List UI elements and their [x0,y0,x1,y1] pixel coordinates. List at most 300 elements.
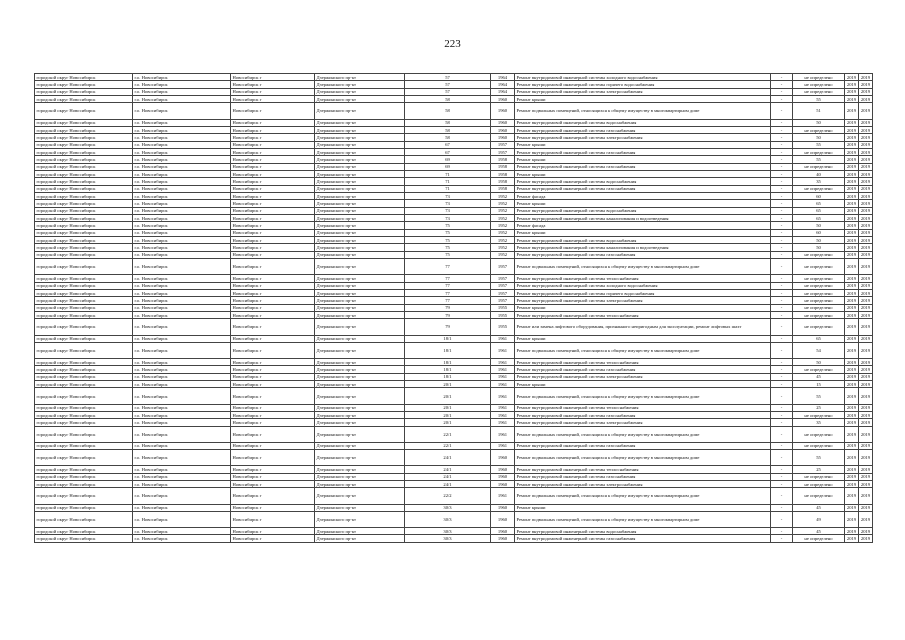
district-cell: городской округ Новосибирск [35,466,133,473]
house-number-cell: 18/1 [405,335,491,342]
district-cell: городской округ Новосибирск [35,426,133,442]
city-district-cell: г.о. Новосибирск [133,207,231,214]
locality-cell: Новосибирск г [231,373,315,380]
work-type-cell: Ремонт внутридомовой инженерной системы канализования и водоотведения [515,215,771,222]
work-type-cell: Ремонт внутридомовой инженерной системы электроснабжения [515,481,771,488]
cost-cell: не определено [793,289,845,296]
end-year-cell: 2019 [859,251,873,258]
start-year-cell: 2019 [845,335,859,342]
street-cell: Дзержинского пр-кт [315,126,405,133]
flag-cell: - [771,304,793,311]
district-cell: городской округ Новосибирск [35,411,133,418]
flag-cell: - [771,275,793,282]
flag-cell: - [771,96,793,103]
street-cell: Дзержинского пр-кт [315,473,405,480]
house-number-cell: 20/1 [405,388,491,404]
build-year-cell: 1957 [491,282,515,289]
build-year-cell: 1961 [491,342,515,358]
district-cell: городской округ Новосибирск [35,289,133,296]
cost-cell: не определено [793,148,845,155]
cost-cell: не определено [793,426,845,442]
flag-cell: - [771,319,793,335]
district-cell: городской округ Новосибирск [35,535,133,542]
locality-cell: Новосибирск г [231,237,315,244]
street-cell: Дзержинского пр-кт [315,96,405,103]
flag-cell: - [771,419,793,426]
start-year-cell: 2019 [845,388,859,404]
work-type-cell: Ремонт внутридомовой инженерной системы газоснабжения [515,535,771,542]
build-year-cell: 1957 [491,289,515,296]
district-cell: городской округ Новосибирск [35,156,133,163]
table-row [35,419,873,426]
end-year-cell: 2019 [859,419,873,426]
cost-cell: не определено [793,304,845,311]
district-cell: городской округ Новосибирск [35,207,133,214]
table-row [35,450,873,466]
locality-cell: Новосибирск г [231,103,315,119]
flag-cell: - [771,88,793,95]
cost-cell: 65 [793,207,845,214]
work-type-cell: Ремонт крыши [515,304,771,311]
city-district-cell: г.о. Новосибирск [133,450,231,466]
locality-cell: Новосибирск г [231,141,315,148]
cost-cell: не определено [793,366,845,373]
build-year-cell: 1960 [491,511,515,527]
house-number-cell: 22/1 [405,442,491,449]
build-year-cell: 1961 [491,366,515,373]
street-cell: Дзержинского пр-кт [315,289,405,296]
end-year-cell: 2019 [859,88,873,95]
work-type-cell: Ремонт внутридомовой инженерной системы теплоснабжения [515,312,771,319]
end-year-cell: 2019 [859,96,873,103]
end-year-cell: 2019 [859,103,873,119]
street-cell: Дзержинского пр-кт [315,450,405,466]
flag-cell: - [771,81,793,88]
start-year-cell: 2019 [845,535,859,542]
district-cell: городской округ Новосибирск [35,119,133,126]
city-district-cell: г.о. Новосибирск [133,304,231,311]
street-cell: Дзержинского пр-кт [315,251,405,258]
city-district-cell: г.о. Новосибирск [133,96,231,103]
locality-cell: Новосибирск г [231,388,315,404]
build-year-cell: 1964 [491,88,515,95]
cost-cell: не определено [793,319,845,335]
work-type-cell: Ремонт внутридомовой инженерной системы холодного водоснабжения [515,282,771,289]
build-year-cell: 1960 [491,481,515,488]
table-row [35,442,873,449]
city-district-cell: г.о. Новосибирск [133,289,231,296]
city-district-cell: г.о. Новосибирск [133,404,231,411]
district-cell: городской округ Новосибирск [35,251,133,258]
locality-cell: Новосибирск г [231,185,315,192]
work-type-cell: Ремонт внутридомовой инженерной системы водоснабжения [515,207,771,214]
build-year-cell: 1964 [491,74,515,81]
district-cell: городской округ Новосибирск [35,473,133,480]
cost-cell: 25 [793,466,845,473]
city-district-cell: г.о. Новосибирск [133,381,231,388]
flag-cell: - [771,74,793,81]
locality-cell: Новосибирск г [231,366,315,373]
street-cell: Дзержинского пр-кт [315,244,405,251]
end-year-cell: 2019 [859,134,873,141]
cost-cell: не определено [793,535,845,542]
table-row [35,207,873,214]
district-cell: городской округ Новосибирск [35,237,133,244]
city-district-cell: г.о. Новосибирск [133,237,231,244]
table-row [35,504,873,511]
work-type-cell: Ремонт фасада [515,193,771,200]
build-year-cell: 1960 [491,103,515,119]
end-year-cell: 2019 [859,81,873,88]
cost-cell: 50 [793,244,845,251]
build-year-cell: 1952 [491,200,515,207]
house-number-cell: 73 [405,193,491,200]
start-year-cell: 2019 [845,366,859,373]
flag-cell: - [771,156,793,163]
locality-cell: Новосибирск г [231,419,315,426]
build-year-cell: 1952 [491,229,515,236]
table-row [35,74,873,81]
cost-cell: не определено [793,275,845,282]
district-cell: городской округ Новосибирск [35,229,133,236]
build-year-cell: 1961 [491,419,515,426]
flag-cell: - [771,251,793,258]
locality-cell: Новосибирск г [231,134,315,141]
flag-cell: - [771,237,793,244]
start-year-cell: 2019 [845,237,859,244]
locality-cell: Новосибирск г [231,466,315,473]
start-year-cell: 2019 [845,251,859,258]
start-year-cell: 2019 [845,373,859,380]
locality-cell: Новосибирск г [231,244,315,251]
work-type-cell: Ремонт крыши [515,96,771,103]
city-district-cell: г.о. Новосибирск [133,319,231,335]
house-number-cell: 67 [405,148,491,155]
cost-cell: 65 [793,200,845,207]
house-number-cell: 79 [405,319,491,335]
district-cell: городской округ Новосибирск [35,148,133,155]
end-year-cell: 2019 [859,237,873,244]
table-row [35,473,873,480]
work-type-cell: Ремонт внутридомовой инженерной системы теплоснабжения [515,359,771,366]
city-district-cell: г.о. Новосибирск [133,81,231,88]
table-row [35,481,873,488]
table-row [35,275,873,282]
start-year-cell: 2019 [845,156,859,163]
city-district-cell: г.о. Новосибирск [133,411,231,418]
city-district-cell: г.о. Новосибирск [133,275,231,282]
build-year-cell: 1961 [491,381,515,388]
flag-cell: - [771,119,793,126]
locality-cell: Новосибирск г [231,335,315,342]
flag-cell: - [771,193,793,200]
start-year-cell: 2019 [845,74,859,81]
locality-cell: Новосибирск г [231,119,315,126]
district-cell: городской округ Новосибирск [35,319,133,335]
work-type-cell: Ремонт внутридомовой инженерной системы теплоснабжения [515,404,771,411]
house-number-cell: 18/1 [405,342,491,358]
house-number-cell: 20/1 [405,404,491,411]
locality-cell: Новосибирск г [231,163,315,170]
work-type-cell: Ремонт крыши [515,170,771,177]
locality-cell: Новосибирск г [231,488,315,504]
table-row [35,342,873,358]
locality-cell: Новосибирск г [231,170,315,177]
locality-cell: Новосибирск г [231,282,315,289]
city-district-cell: г.о. Новосибирск [133,200,231,207]
end-year-cell: 2019 [859,156,873,163]
city-district-cell: г.о. Новосибирск [133,185,231,192]
start-year-cell: 2019 [845,259,859,275]
district-cell: городской округ Новосибирск [35,74,133,81]
locality-cell: Новосибирск г [231,200,315,207]
start-year-cell: 2019 [845,419,859,426]
work-type-cell: Ремонт подвальных помещений, относящихся к общему имуществу в многоквартирном доме [515,388,771,404]
end-year-cell: 2019 [859,319,873,335]
work-type-cell: Ремонт крыши [515,381,771,388]
flag-cell: - [771,342,793,358]
house-number-cell: 24/1 [405,466,491,473]
cost-cell: не определено [793,481,845,488]
city-district-cell: г.о. Новосибирск [133,119,231,126]
work-type-cell: Ремонт подвальных помещений, относящихся к общему имуществу в многоквартирном доме [515,450,771,466]
city-district-cell: г.о. Новосибирск [133,229,231,236]
house-number-cell: 20/1 [405,381,491,388]
house-number-cell: 22/1 [405,426,491,442]
district-cell: городской округ Новосибирск [35,222,133,229]
cost-cell: 50 [793,119,845,126]
end-year-cell: 2019 [859,170,873,177]
build-year-cell: 1961 [491,426,515,442]
house-number-cell: 58 [405,119,491,126]
table-row [35,148,873,155]
city-district-cell: г.о. Новосибирск [133,178,231,185]
table-row [35,222,873,229]
cost-cell: 45 [793,528,845,535]
table-row [35,251,873,258]
city-district-cell: г.о. Новосибирск [133,528,231,535]
work-type-cell: Ремонт внутридомовой инженерной системы холодного водоснабжения [515,74,771,81]
district-cell: городской округ Новосибирск [35,88,133,95]
cost-cell: 45 [793,373,845,380]
cost-cell: не определено [793,473,845,480]
work-type-cell: Ремонт внутридомовой инженерной системы электроснабжения [515,88,771,95]
locality-cell: Новосибирск г [231,535,315,542]
city-district-cell: г.о. Новосибирск [133,163,231,170]
district-cell: городской округ Новосибирск [35,244,133,251]
cost-cell: 35 [793,419,845,426]
start-year-cell: 2019 [845,88,859,95]
city-district-cell: г.о. Новосибирск [133,466,231,473]
work-type-cell: Ремонт подвальных помещений, относящихся к общему имуществу в многоквартирном доме [515,103,771,119]
table-row [35,163,873,170]
district-cell: городской округ Новосибирск [35,103,133,119]
table-row [35,81,873,88]
flag-cell: - [771,170,793,177]
end-year-cell: 2019 [859,442,873,449]
end-year-cell: 2019 [859,193,873,200]
build-year-cell: 1957 [491,297,515,304]
street-cell: Дзержинского пр-кт [315,381,405,388]
house-number-cell: 69 [405,156,491,163]
work-type-cell: Ремонт внутридомовой инженерной системы водоснабжения [515,237,771,244]
table-row [35,388,873,404]
flag-cell: - [771,103,793,119]
start-year-cell: 2019 [845,466,859,473]
locality-cell: Новосибирск г [231,207,315,214]
house-number-cell: 20/1 [405,411,491,418]
house-number-cell: 58 [405,134,491,141]
flag-cell: - [771,335,793,342]
locality-cell: Новосибирск г [231,404,315,411]
district-cell: городской округ Новосибирск [35,481,133,488]
street-cell: Дзержинского пр-кт [315,319,405,335]
city-district-cell: г.о. Новосибирск [133,141,231,148]
street-cell: Дзержинского пр-кт [315,81,405,88]
end-year-cell: 2019 [859,207,873,214]
city-district-cell: г.о. Новосибирск [133,222,231,229]
cost-cell: не определено [793,126,845,133]
start-year-cell: 2019 [845,481,859,488]
table-row [35,170,873,177]
locality-cell: Новосибирск г [231,148,315,155]
district-cell: городской округ Новосибирск [35,335,133,342]
cost-cell: не определено [793,185,845,192]
table-row [35,156,873,163]
street-cell: Дзержинского пр-кт [315,442,405,449]
house-number-cell: 79 [405,312,491,319]
end-year-cell: 2019 [859,481,873,488]
locality-cell: Новосибирск г [231,74,315,81]
start-year-cell: 2019 [845,126,859,133]
start-year-cell: 2019 [845,170,859,177]
work-type-cell: Ремонт внутридомовой инженерной системы газоснабжения [515,251,771,258]
table-row [35,282,873,289]
end-year-cell: 2019 [859,282,873,289]
flag-cell: - [771,359,793,366]
cost-cell: не определено [793,88,845,95]
house-number-cell: 24/1 [405,450,491,466]
work-type-cell: Ремонт крыши [515,141,771,148]
house-number-cell: 73 [405,200,491,207]
house-number-cell: 57 [405,74,491,81]
end-year-cell: 2019 [859,411,873,418]
build-year-cell: 1952 [491,193,515,200]
street-cell: Дзержинского пр-кт [315,411,405,418]
start-year-cell: 2019 [845,504,859,511]
city-district-cell: г.о. Новосибирск [133,170,231,177]
cost-cell: 55 [793,141,845,148]
district-cell: городской округ Новосибирск [35,304,133,311]
locality-cell: Новосибирск г [231,215,315,222]
build-year-cell: 1961 [491,359,515,366]
locality-cell: Новосибирск г [231,481,315,488]
build-year-cell: 1958 [491,185,515,192]
build-year-cell: 1961 [491,335,515,342]
table-row [35,178,873,185]
house-number-cell: 30/3 [405,528,491,535]
start-year-cell: 2019 [845,528,859,535]
end-year-cell: 2019 [859,488,873,504]
start-year-cell: 2019 [845,312,859,319]
flag-cell: - [771,366,793,373]
district-cell: городской округ Новосибирск [35,388,133,404]
city-district-cell: г.о. Новосибирск [133,251,231,258]
city-district-cell: г.о. Новосибирск [133,366,231,373]
flag-cell: - [771,442,793,449]
district-cell: городской округ Новосибирск [35,200,133,207]
city-district-cell: г.о. Новосибирск [133,103,231,119]
start-year-cell: 2019 [845,163,859,170]
build-year-cell: 1964 [491,81,515,88]
locality-cell: Новосибирск г [231,381,315,388]
locality-cell: Новосибирск г [231,259,315,275]
work-type-cell: Ремонт фасада [515,222,771,229]
work-type-cell: Ремонт внутридомовой инженерной системы водоснабжения [515,178,771,185]
flag-cell: - [771,207,793,214]
house-number-cell: 18/1 [405,359,491,366]
start-year-cell: 2019 [845,229,859,236]
street-cell: Дзержинского пр-кт [315,148,405,155]
end-year-cell: 2019 [859,275,873,282]
work-type-cell: Ремонт внутридомовой инженерной системы газоснабжения [515,411,771,418]
district-cell: городской округ Новосибирск [35,215,133,222]
end-year-cell: 2019 [859,535,873,542]
work-type-cell: Ремонт подвальных помещений, относящихся к общему имуществу в многоквартирном доме [515,426,771,442]
district-cell: городской округ Новосибирск [35,81,133,88]
locality-cell: Новосибирск г [231,473,315,480]
table-row [35,229,873,236]
end-year-cell: 2019 [859,200,873,207]
street-cell: Дзержинского пр-кт [315,170,405,177]
build-year-cell: 1955 [491,319,515,335]
end-year-cell: 2019 [859,312,873,319]
start-year-cell: 2019 [845,96,859,103]
house-number-cell: 30/3 [405,504,491,511]
cost-cell: не определено [793,74,845,81]
cost-cell: 60 [793,229,845,236]
locality-cell: Новосибирск г [231,96,315,103]
street-cell: Дзержинского пр-кт [315,359,405,366]
house-number-cell: 75 [405,251,491,258]
locality-cell: Новосибирск г [231,251,315,258]
district-cell: городской округ Новосибирск [35,193,133,200]
start-year-cell: 2019 [845,103,859,119]
locality-cell: Новосибирск г [231,178,315,185]
city-district-cell: г.о. Новосибирск [133,312,231,319]
cost-cell: 45 [793,504,845,511]
house-number-cell: 75 [405,222,491,229]
street-cell: Дзержинского пр-кт [315,312,405,319]
work-type-cell: Ремонт внутридомовой инженерной системы горячего водоснабжения [515,289,771,296]
work-type-cell: Ремонт внутридомовой инженерной системы водоснабжения [515,119,771,126]
table-row [35,373,873,380]
city-district-cell: г.о. Новосибирск [133,359,231,366]
start-year-cell: 2019 [845,185,859,192]
build-year-cell: 1955 [491,304,515,311]
locality-cell: Новосибирск г [231,81,315,88]
repair-schedule-table [34,73,873,543]
city-district-cell: г.о. Новосибирск [133,215,231,222]
flag-cell: - [771,259,793,275]
locality-cell: Новосибирск г [231,304,315,311]
house-number-cell: 71 [405,178,491,185]
city-district-cell: г.о. Новосибирск [133,426,231,442]
end-year-cell: 2019 [859,119,873,126]
end-year-cell: 2019 [859,335,873,342]
city-district-cell: г.о. Новосибирск [133,335,231,342]
table-row [35,88,873,95]
